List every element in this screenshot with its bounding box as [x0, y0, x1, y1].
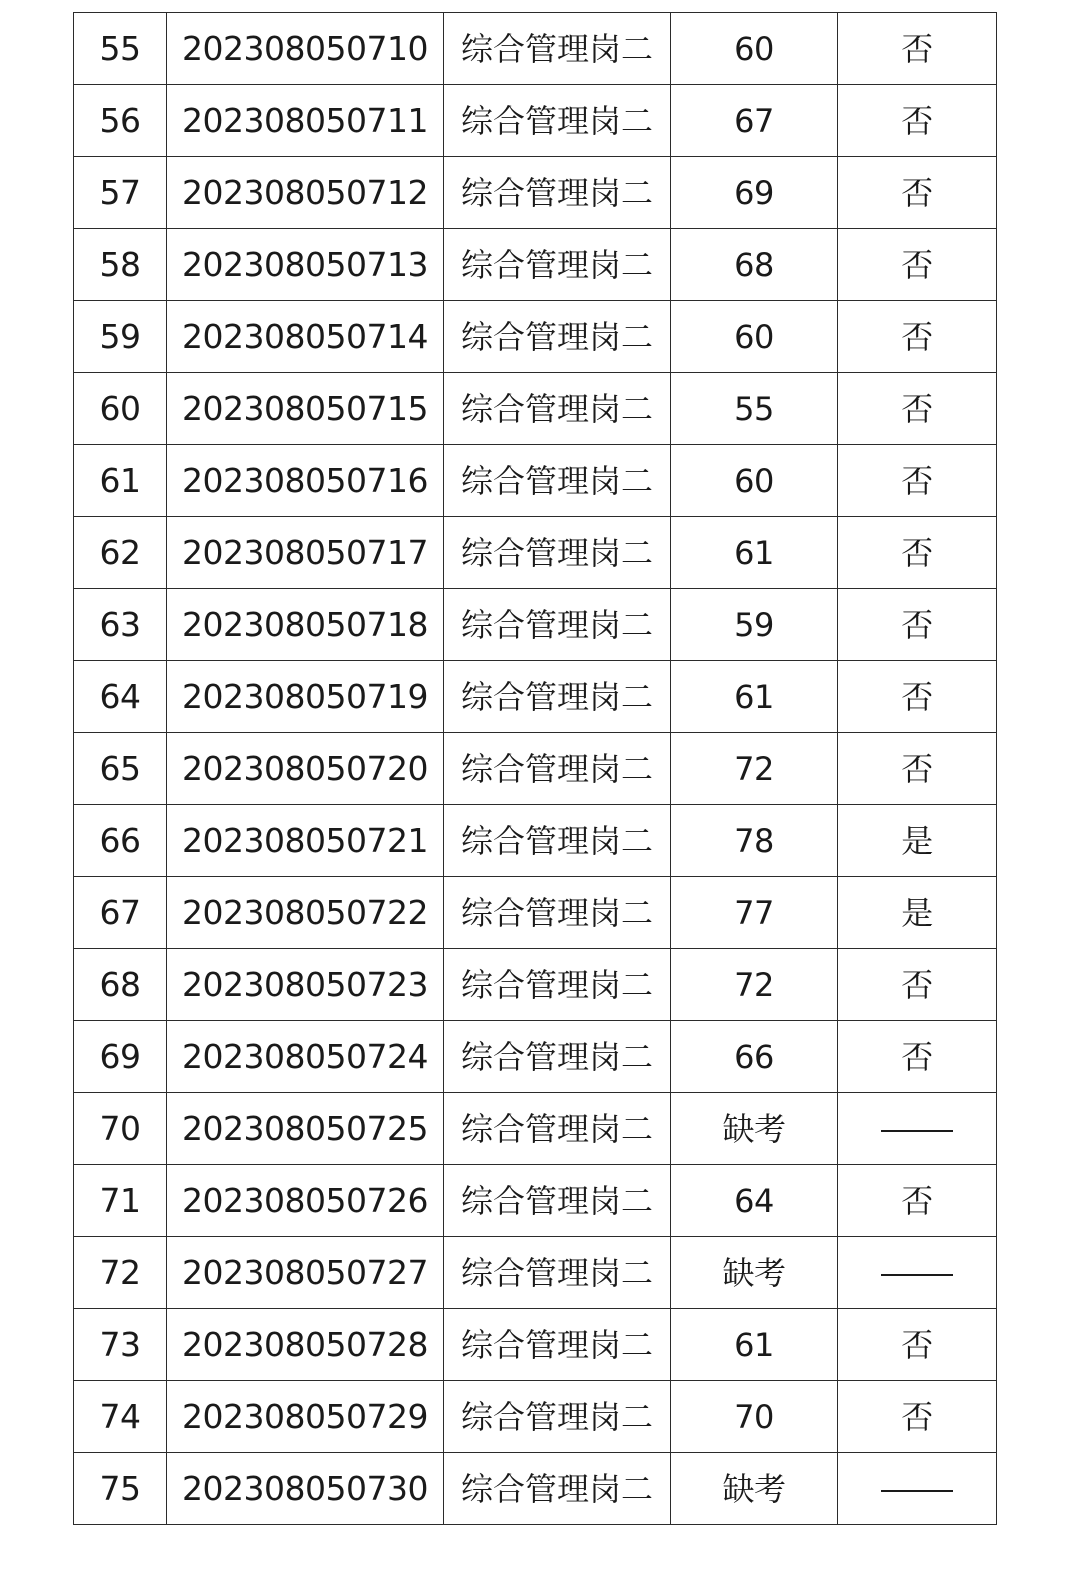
- table-row: [74, 85, 997, 157]
- post-name-cell: 综合管理岗二: [444, 1453, 671, 1525]
- row-number-cell: 74: [74, 1381, 167, 1453]
- ticket-number-cell: 202308050730: [167, 1453, 444, 1525]
- post-name-cell: 综合管理岗二: [444, 517, 671, 589]
- post-name-cell: 综合管理岗二: [444, 13, 671, 85]
- post-name-cell: 综合管理岗二: [444, 157, 671, 229]
- exam-score-cell: 60: [671, 301, 838, 373]
- ticket-number-cell: 202308050728: [167, 1309, 444, 1381]
- table-row: [74, 517, 997, 589]
- interview-status-cell: 是: [838, 877, 997, 949]
- table-row: [74, 445, 997, 517]
- ticket-number-cell: 202308050722: [167, 877, 444, 949]
- post-name-cell: 综合管理岗二: [444, 85, 671, 157]
- interview-status-cell: 是: [838, 805, 997, 877]
- post-name-cell: 综合管理岗二: [444, 373, 671, 445]
- row-number-cell: 71: [74, 1165, 167, 1237]
- interview-status-cell: 否: [838, 1309, 997, 1381]
- exam-score-cell: 67: [671, 85, 838, 157]
- post-name-cell: 综合管理岗二: [444, 1237, 671, 1309]
- table-row: [74, 229, 997, 301]
- dash-mark: [881, 1130, 953, 1132]
- row-number-cell: 58: [74, 229, 167, 301]
- exam-score-cell: 64: [671, 1165, 838, 1237]
- row-number-cell: 62: [74, 517, 167, 589]
- table-row: [74, 733, 997, 805]
- row-number-cell: 64: [74, 661, 167, 733]
- table-row: [74, 373, 997, 445]
- ticket-number-cell: 202308050729: [167, 1381, 444, 1453]
- exam-score-cell: 60: [671, 445, 838, 517]
- interview-status-cell: 否: [838, 589, 997, 661]
- table-row: [74, 1165, 997, 1237]
- ticket-number-cell: 202308050718: [167, 589, 444, 661]
- interview-status-cell: 否: [838, 949, 997, 1021]
- post-name-cell: 综合管理岗二: [444, 877, 671, 949]
- ticket-number-cell: 202308050726: [167, 1165, 444, 1237]
- results-table-body: [74, 13, 997, 1525]
- exam-score-cell: 69: [671, 157, 838, 229]
- table-row: [74, 157, 997, 229]
- table-row: [74, 1381, 997, 1453]
- exam-score-cell: 72: [671, 733, 838, 805]
- ticket-number-cell: 202308050716: [167, 445, 444, 517]
- interview-status-cell: 否: [838, 733, 997, 805]
- exam-score-cell: 61: [671, 517, 838, 589]
- row-number-cell: 67: [74, 877, 167, 949]
- row-number-cell: 72: [74, 1237, 167, 1309]
- post-name-cell: 综合管理岗二: [444, 445, 671, 517]
- ticket-number-cell: 202308050710: [167, 13, 444, 85]
- table-row: [74, 13, 997, 85]
- ticket-number-cell: 202308050712: [167, 157, 444, 229]
- ticket-number-cell: 202308050713: [167, 229, 444, 301]
- post-name-cell: 综合管理岗二: [444, 1381, 671, 1453]
- exam-score-cell: 66: [671, 1021, 838, 1093]
- ticket-number-cell: 202308050723: [167, 949, 444, 1021]
- results-table: [73, 12, 997, 1525]
- ticket-number-cell: 202308050719: [167, 661, 444, 733]
- post-name-cell: 综合管理岗二: [444, 805, 671, 877]
- interview-status-cell: 否: [838, 1021, 997, 1093]
- row-number-cell: 66: [74, 805, 167, 877]
- table-row: [74, 805, 997, 877]
- ticket-number-cell: 202308050714: [167, 301, 444, 373]
- interview-status-cell: 否: [838, 517, 997, 589]
- ticket-number-cell: 202308050721: [167, 805, 444, 877]
- exam-score-cell: 缺考: [671, 1093, 838, 1165]
- post-name-cell: 综合管理岗二: [444, 301, 671, 373]
- interview-status-cell: [838, 1453, 997, 1525]
- interview-status-cell: 否: [838, 1381, 997, 1453]
- interview-status-cell: 否: [838, 157, 997, 229]
- ticket-number-cell: 202308050727: [167, 1237, 444, 1309]
- post-name-cell: 综合管理岗二: [444, 229, 671, 301]
- interview-status-cell: [838, 1237, 997, 1309]
- table-row: [74, 877, 997, 949]
- row-number-cell: 65: [74, 733, 167, 805]
- exam-score-cell: 55: [671, 373, 838, 445]
- exam-score-cell: 60: [671, 13, 838, 85]
- interview-status-cell: 否: [838, 229, 997, 301]
- interview-status-cell: 否: [838, 85, 997, 157]
- table-row: [74, 589, 997, 661]
- interview-status-cell: 否: [838, 301, 997, 373]
- post-name-cell: 综合管理岗二: [444, 661, 671, 733]
- row-number-cell: 73: [74, 1309, 167, 1381]
- exam-score-cell: 78: [671, 805, 838, 877]
- post-name-cell: 综合管理岗二: [444, 1093, 671, 1165]
- row-number-cell: 69: [74, 1021, 167, 1093]
- table-row: [74, 949, 997, 1021]
- row-number-cell: 55: [74, 13, 167, 85]
- exam-score-cell: 缺考: [671, 1237, 838, 1309]
- row-number-cell: 61: [74, 445, 167, 517]
- table-row: [74, 1093, 997, 1165]
- row-number-cell: 68: [74, 949, 167, 1021]
- row-number-cell: 63: [74, 589, 167, 661]
- exam-score-cell: 59: [671, 589, 838, 661]
- table-row: [74, 661, 997, 733]
- ticket-number-cell: 202308050725: [167, 1093, 444, 1165]
- interview-status-cell: 否: [838, 13, 997, 85]
- ticket-number-cell: 202308050724: [167, 1021, 444, 1093]
- row-number-cell: 57: [74, 157, 167, 229]
- row-number-cell: 70: [74, 1093, 167, 1165]
- exam-score-cell: 61: [671, 1309, 838, 1381]
- table-row: [74, 1021, 997, 1093]
- row-number-cell: 60: [74, 373, 167, 445]
- post-name-cell: 综合管理岗二: [444, 1309, 671, 1381]
- post-name-cell: 综合管理岗二: [444, 949, 671, 1021]
- exam-score-cell: 70: [671, 1381, 838, 1453]
- interview-status-cell: 否: [838, 373, 997, 445]
- table-row: [74, 1453, 997, 1525]
- table-row: [74, 1237, 997, 1309]
- post-name-cell: 综合管理岗二: [444, 1165, 671, 1237]
- table-row: [74, 1309, 997, 1381]
- ticket-number-cell: 202308050720: [167, 733, 444, 805]
- ticket-number-cell: 202308050715: [167, 373, 444, 445]
- row-number-cell: 56: [74, 85, 167, 157]
- ticket-number-cell: 202308050711: [167, 85, 444, 157]
- row-number-cell: 75: [74, 1453, 167, 1525]
- exam-score-cell: 缺考: [671, 1453, 838, 1525]
- exam-score-cell: 72: [671, 949, 838, 1021]
- interview-status-cell: 否: [838, 1165, 997, 1237]
- interview-status-cell: [838, 1093, 997, 1165]
- interview-status-cell: 否: [838, 445, 997, 517]
- post-name-cell: 综合管理岗二: [444, 1021, 671, 1093]
- ticket-number-cell: 202308050717: [167, 517, 444, 589]
- interview-status-cell: 否: [838, 661, 997, 733]
- dash-mark: [881, 1490, 953, 1492]
- post-name-cell: 综合管理岗二: [444, 733, 671, 805]
- post-name-cell: 综合管理岗二: [444, 589, 671, 661]
- exam-score-cell: 68: [671, 229, 838, 301]
- exam-score-cell: 61: [671, 661, 838, 733]
- dash-mark: [881, 1274, 953, 1276]
- table-row: [74, 301, 997, 373]
- row-number-cell: 59: [74, 301, 167, 373]
- exam-score-cell: 77: [671, 877, 838, 949]
